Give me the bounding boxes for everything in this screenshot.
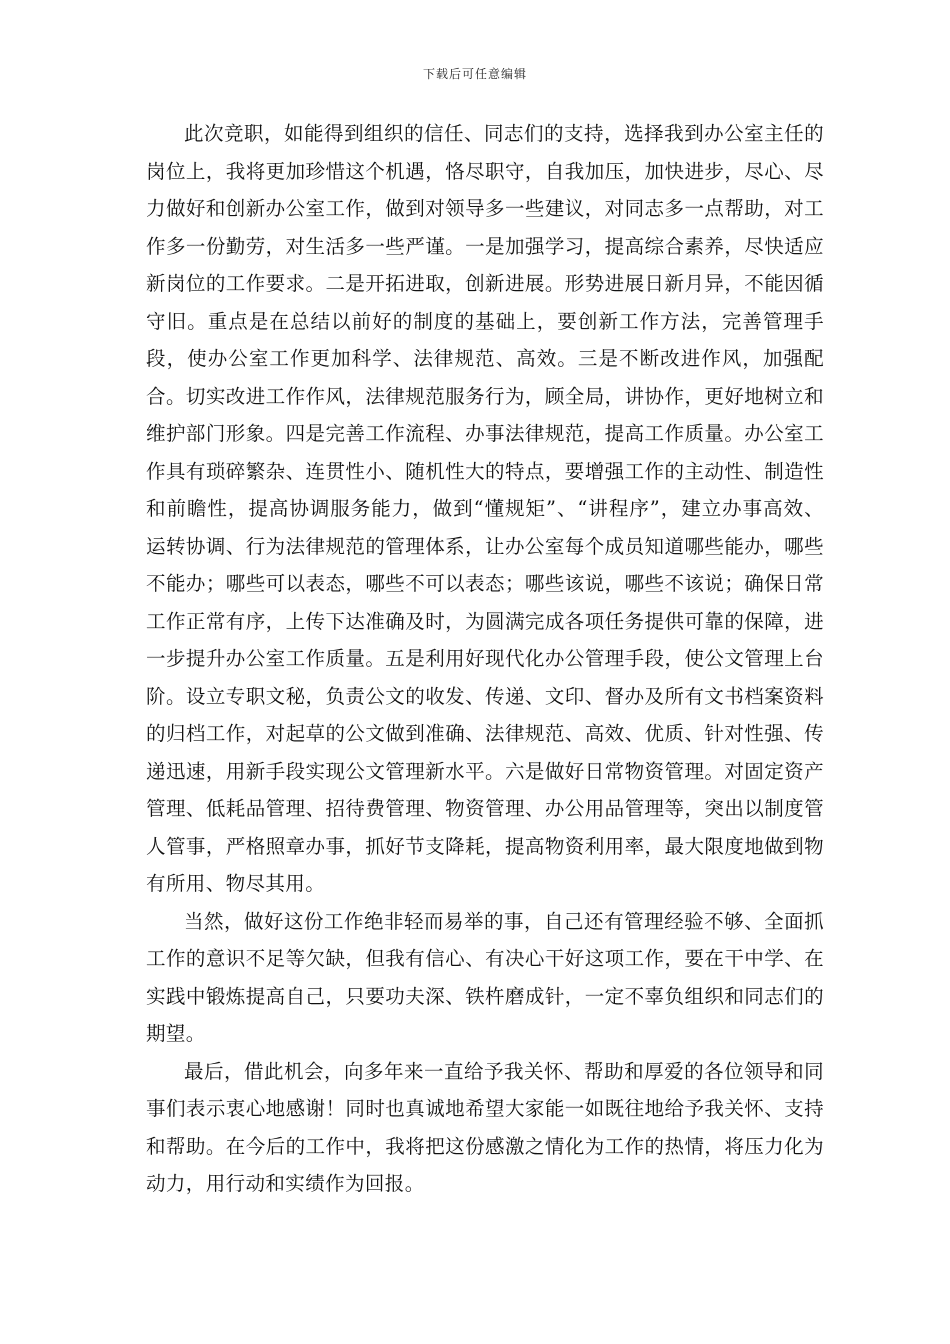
paragraph-3: 最后，借此机会，向多年来一直给予我关怀、帮助和厚爱的各位领导和同事们表示衷心地感谢！同时也真诚地希望大家能一如既往地给予我关怀、支持和帮助。在今后的工作中，我将把这份感激之情化为工作的热情，将压力化为动力，用行动和实绩作为回报。 (146, 1059, 824, 1195)
paragraph-1: 此次竞职，如能得到组织的信任、同志们的支持，选择我到办公室主任的岗位上，我将更加珍惜这个机遇，恪尽职守，自我加压，加快进步，尽心、尽力做好和创新办公室工作，做到对领导多一些建议，对同志多一点帮助，对工作多一份勤劳，对生活多一些严谨。一是加强学习，提高综合素养，尽快适应新岗位的工作要求。二是开拓进取，创新进展。形势进展日新月异，不能因循守旧。重点是在总结以前好的制度的基础上，要创新工作方法，完善管理手段，使办公室工作更加科学、法律规范、高效。三是不断改进作风，加强配合。切实改进工作作风，法律规范服务行为，顾全局，讲协作，更好地树立和维护部门形象。四是完善工作流程、办事法律规范，提高工作质量。办公室工作具有琐碎繁杂、连贯性小、随机性大的特点，要增强工作的主动性、制造性和前瞻性，提高协调服务能力，做到“懂规矩”、“讲程序”，建立办事高效、运转协调、行为法律规范的管理体系，让办公室每个成员知道哪些能办，哪些不能办；哪些可以表态，哪些不可以表态；哪些该说，哪些不该说；确保日常工作正常有序，上传下达准确及时，为圆满完成各项任务提供可靠的保障，进一步提升办公室工作质量。五是利用好现代化办公管理手段，使公文管理上台阶。设立专职文秘，负责公文的收发、传递、文印、督办及所有文书档案资料的归档工作，对起草的公文做到准确、法律规范、高效、优质、针对性强、传递迅速，用新手段实现公文管理新水平。六是做好日常物资管理。对固定资产管理、低耗品管理、招待费管理、物资管理、办公用品管理等，突出以制度管人管事，严格照章办事，抓好节支降耗，提高物资利用率，最大限度地做到物有所用、物尽其用。 (146, 122, 824, 895)
paragraph-2: 当然，做好这份工作绝非轻而易举的事，自己还有管理经验不够、全面抓工作的意识不足等欠缺，但我有信心、有决心干好这项工作，要在干中学、在实践中锻炼提高自己，只要功夫深、铁杵磨成针，一定不辜负组织和同志们的期望。 (146, 909, 824, 1045)
page-header-note: 下载后可任意编辑 (422, 67, 527, 81)
document-body (146, 115, 824, 1203)
